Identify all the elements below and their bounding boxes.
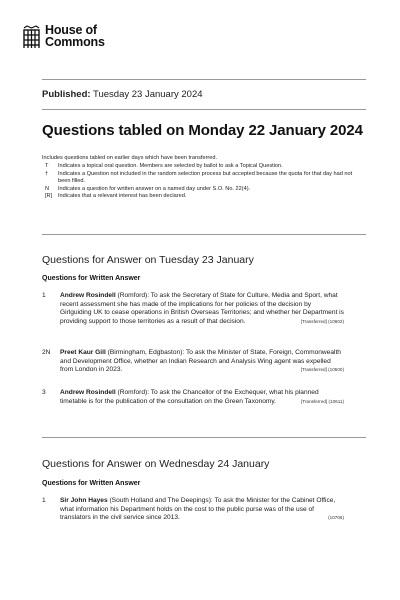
key-symbol: [R]	[45, 193, 53, 200]
question-number: 1	[42, 497, 46, 504]
question-body	[60, 389, 344, 406]
question-reference: [Transferred] (10500)	[300, 367, 344, 373]
constituency: (Birmingham, Edgbaston):	[105, 349, 186, 356]
key-row	[42, 186, 366, 193]
section-subtitle: Questions for Written Answer	[42, 480, 141, 487]
member-name: Andrew Rosindell	[60, 292, 116, 299]
question-text: To ask the Minister for the Cabinet Office, what information his Department holds on the cost to the public purse was of the use of translators in the civil service since 2013.	[60, 497, 336, 522]
section-title: Questions for Answer on Wednesday 24 January	[42, 458, 270, 470]
question-number: 2N	[42, 349, 51, 356]
question-reference: [Transferred] (10611)	[301, 398, 344, 404]
published-label: Published:	[42, 89, 91, 100]
constituency: (Romford):	[115, 292, 151, 299]
question-item	[42, 497, 344, 523]
key-symbol: †	[45, 170, 49, 177]
question-text: To ask the Chancellor of the Exchequer, what his planned timetable is for the publication of the consultation on the Green Taxonomy.	[60, 389, 319, 405]
divider	[42, 234, 366, 235]
question-reference: [Transferred] (10602)	[300, 318, 344, 324]
key-row	[42, 163, 366, 170]
divider	[42, 79, 366, 80]
key-text: Indicates a Question not included in the random selection process but accepted because the quota for that day had not been filled.	[58, 170, 353, 184]
section-title: Questions for Answer on Tuesday 23 January	[42, 254, 254, 266]
key-text: Indicates a question for written answer on a named day under S.O. No. 22(4).	[58, 185, 251, 192]
logo-line-1: House of	[45, 23, 97, 37]
house-of-commons-logo	[22, 24, 105, 49]
logo-text	[45, 24, 105, 48]
question-text: To ask the Secretary of State for Culture, Media and Sport, what recent assessment she has made of the implications for her policies of the decision by Girlguiding UK to cease operations in British Overseas Territories; and whether her Department is providing support to those territories as a result of that decision.	[60, 292, 344, 325]
question-body	[60, 497, 344, 523]
member-name: Sir John Hayes	[60, 497, 108, 504]
constituency: (South Holland and The Deepings):	[107, 497, 215, 504]
divider	[42, 109, 366, 110]
question-number: 1	[42, 292, 46, 299]
published-line	[42, 89, 203, 100]
key-symbol: N	[45, 185, 50, 192]
key-row	[42, 171, 366, 185]
page-title: Questions tabled on Monday 22 January 2024	[42, 122, 363, 139]
key-row	[42, 193, 366, 200]
question-body	[60, 292, 344, 326]
intro-text: Includes questions tabled on earlier days which have been transferred.	[42, 155, 218, 161]
question-item	[42, 292, 344, 326]
logo-line-2: Commons	[45, 35, 105, 49]
question-item	[42, 349, 344, 375]
member-name: Andrew Rosindell	[60, 389, 116, 396]
question-item	[42, 389, 344, 406]
constituency: (Romford):	[115, 389, 151, 396]
section-subtitle: Questions for Written Answer	[42, 275, 141, 282]
question-text: To ask the Minister of State, Foreign, Commonwealth and Development Office, whether an Indian Research and Analysis Wing agent was expelled from London in 2023.	[60, 349, 341, 374]
question-body	[60, 349, 344, 375]
divider	[42, 437, 366, 438]
key-symbol: T	[45, 162, 49, 169]
key-text: Indicates that a relevant interest has been declared.	[58, 193, 187, 200]
intro-key	[42, 155, 366, 201]
key-text: Indicates a topical oral question. Members are selected by ballot to ask a Topical Question.	[58, 162, 283, 169]
portcullis-icon	[22, 25, 41, 49]
published-date: Tuesday 23 January 2024	[93, 89, 203, 100]
member-name: Preet Kaur Gill	[60, 349, 106, 356]
question-number: 3	[42, 389, 46, 396]
question-reference: (10706)	[328, 515, 344, 521]
